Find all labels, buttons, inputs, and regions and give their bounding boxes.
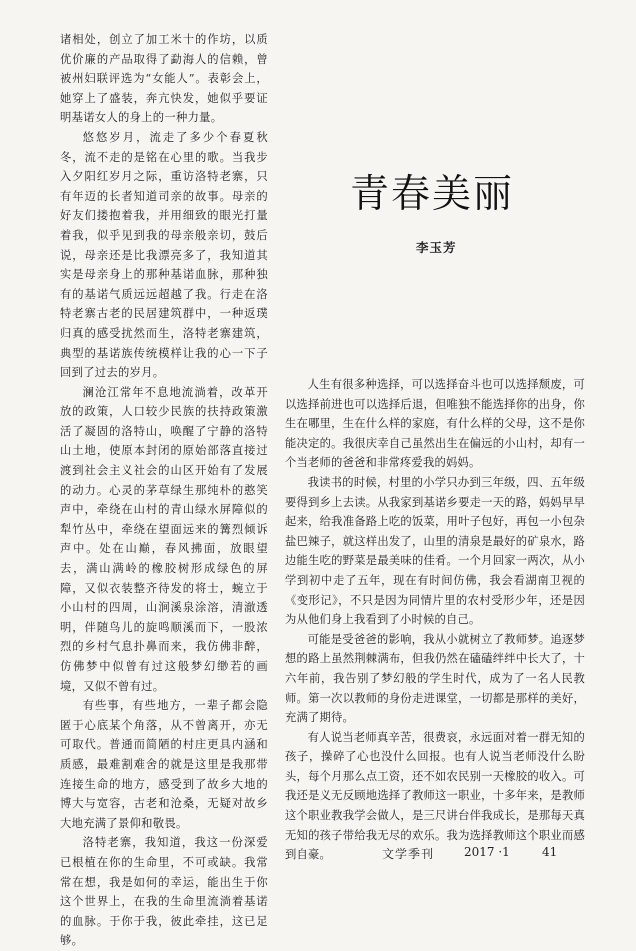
left-column bbox=[60, 30, 268, 951]
paragraph: 人生有很多种选择，可以选择奋斗也可以选择颓废，可以选择前进也可以选择后退，但唯独不能选择你的出身，你生在哪里，生在什么样的家庭，有什么样的父母，这不是你能决定的。我很庆幸自己虽然出生在偏远的小山村，却有一个当老师的爸爸和非常疼爱我的妈妈。 bbox=[285, 378, 585, 470]
paragraph: 澜沧江常年不息地流淌着，改革开放的政策，人口较少民族的扶持政策激活了凝固的洛特山，唤醒了宁静的洛特山土地，使原本封闭的原始部落直接过渡到社会主义社会的山区开始有了发展的动力。心灵的茅草绿生那纯朴的憨笑声中，牵绕在山村的青山绿水屏障似的犁竹丛中，牵绕在望面远来的篝烈倾诉声中。处在山巅，春风拂面，放眼望去，满山满岭的橡胶树形成绿色的屏障，又似衣装整齐待发的将士，蜿立于小山村的四周，山涧溪泉涂溶，清澈透明，伴随鸟儿的旋鸣顺溪而下，一股浓烈的乡村气息扑鼻而来，我仿佛非醉，仿佛梦中似曾有过这般梦幻缈若的画境，又似不曾有过。 bbox=[60, 385, 268, 693]
article-title: 青春美丽 bbox=[350, 172, 515, 217]
page-footer bbox=[382, 845, 582, 865]
paragraph: 洛特老寨，我知道，我这一份深爱已根植在你的生命里，不可或缺。我常常在想，我是如何的幸运，能出生于你这个世界上，在我的生命里流淌着基诺的血脉。于你于我，彼此牵挂，这已足够。 bbox=[60, 836, 268, 948]
journal-name: 文学季刊 bbox=[382, 847, 435, 861]
paragraph: 我读书的时候，村里的小学只办到三年级，四、五年级要得到乡上去读。从我家到基诺乡要走一天的路，妈妈早早起来，给我准备路上吃的饭菜，用叶子包好，再包一小包杂盐巴辣子，就这样出发了，山里的清泉是最好的矿泉水，路边能生吃的野菜是最美味的佳肴。一个月回家一两次，从小学到初中走了五年，现在有时间仿佛，我会看湖南卫视的《变形记》，不只是因为同情片里的农村受形少年，还是因为从他们身上我看到了小时候的自己。 bbox=[285, 475, 585, 627]
right-column bbox=[285, 375, 585, 865]
paragraph: 悠悠岁月，流走了多少个春夏秋冬，流不走的是铭在心里的歌。当我步入夕阳红岁月之际，重访洛特老寨，只有年迈的长者知道司亲的故事。母亲的好友们搂抱着我，并用细致的眼光打量着我，似乎见到我的母亲般亲切，鼓后说，母亲还是比我漂亮多了，我知道其实是母亲身上的那种基诺血脉，那种独有的基诺气质远远超越了我。行走在洛特老寨古老的民居建筑群中，一种返璞归真的感受扰然而生，洛特老寨建筑，典型的基诺族传统模样让我的心一下子回到了过去的岁月。 bbox=[60, 130, 268, 380]
paragraph: 有些事，有些地方，一辈子都会隐匿于心底某个角落，从不曾离开，亦无可取代。普通而简陋的村庄更具内涵和质感，最难割难舍的就是这里是我那带连接生命的地方，感受到了故乡大地的博大与宽容，古老和沧桑，无疑对故乡大地充满了景仰和敬畏。 bbox=[60, 699, 268, 830]
issue-number: 2017 ·1 bbox=[464, 845, 510, 859]
page-number: 41 bbox=[542, 845, 558, 859]
paragraph: 诸相处，创立了加工米十的作坊，以质优价廉的产品取得了勐海人的信赖，曾被州妇联评选为“女能人”。表彰会上，她穿上了盛装，奔亢快发，她似乎要证明基诺女人的身上的一种力量。 bbox=[60, 33, 268, 125]
article-author: 李玉芳 bbox=[416, 240, 457, 255]
paragraph: 有人说当老师真辛苦，很费哀，永远面对着一群无知的孩子，操碎了心也没什么回报。也有人说当老师没什么盼头，每个月那么点工资，还不如农民别一天橡胶的收入。可我还是义无反顾地选择了教师这一职业，十多年来，是教师这个职业教我学会做人，是三尺讲台伴我成长，是那每天真无知的孩子带给我无尽的欢乐。我为选择教师这个职业而感到自豪。 bbox=[285, 730, 585, 862]
paragraph: 可能是受爸爸的影响，我从小就树立了教师梦。追逐梦想的路上虽然荆棘满布，但我仍然在磕磕绊绊中长大了，十六年前，我告别了梦幻般的学生时代，成为了一名人民教师。第一次以教师的身份走进课堂，一切都是那样的美好，充满了期待。 bbox=[285, 632, 585, 725]
